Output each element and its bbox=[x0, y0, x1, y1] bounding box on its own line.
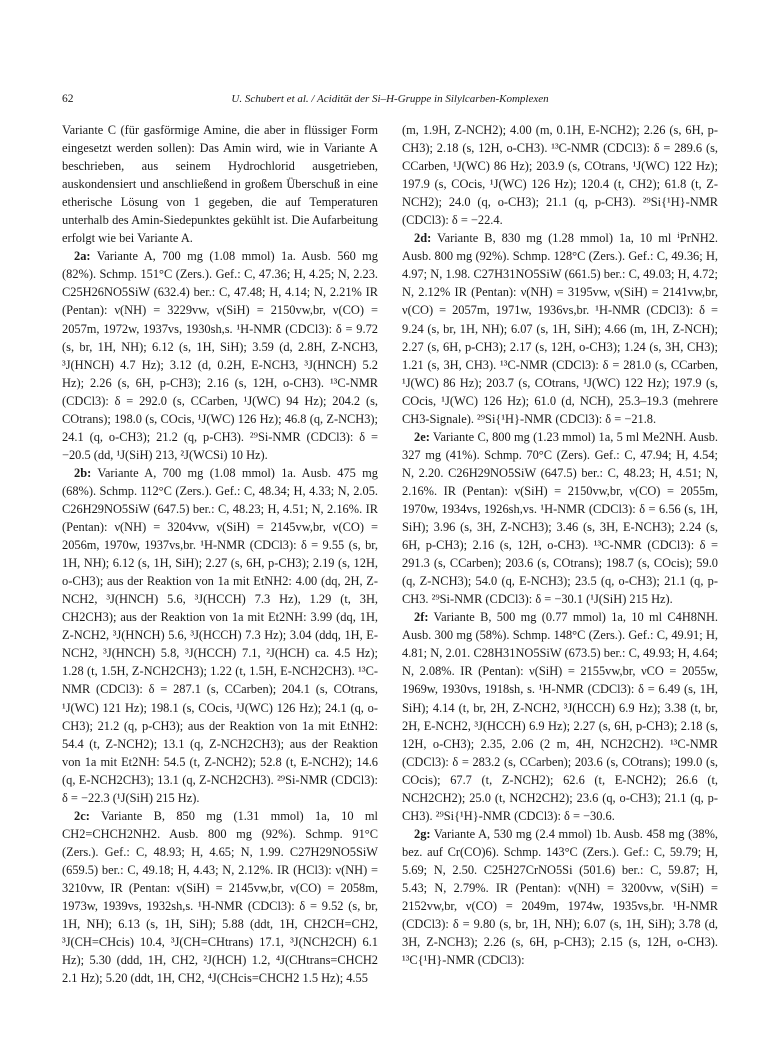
paragraph-2g bbox=[402, 825, 718, 969]
left-column bbox=[62, 121, 378, 987]
paragraph-text: Variante B, 850 mg (1.31 mmol) 1a, 10 ml CH2=CHCH2NH2. Ausb. 800 mg (92%). Schmp. 91°C (Zers.). Gef.: C, 48.93; H, 4.65; N, 1.99. C27H29NO5SiW (659.5) ber.: C, 49.18; H, 4.43; N, 2.12%. IR (HCl3): ν(NH) = 3210vw, IR (Pentan: ν(SiH) = 2145vw,br, ν(CO) = 2058m, 1973w, 1939vs, 1932sh,s. ¹H-NMR (CDCl3): δ = 9.52 (s, br, 1H, NH); 6.13 (s, 1H, SiH); 5.88 (ddt, 1H, CH2CH=CH2, ³J(CH=CHcis) 10.4, ³J(CH=CHtrans) 17.1, ³J(NCH2CH) 6.1 Hz); 5.30 (ddd, 1H, CH2, ²J(HCH) 1.2, ⁴J(CHtrans=CHCH2 2.1 Hz); 5.20 (ddt, 1H, CH2, ⁴J(CHcis=CHCH2 1.5 Hz); 4.55 bbox=[62, 808, 378, 986]
compound-label: 2d: bbox=[414, 231, 432, 246]
paragraph-text: Variante B, 830 mg (1.28 mmol) 1a, 10 ml ⁱPrNH2. Ausb. 800 mg (92%). Schmp. 128°C (Zers.). Gef.: C, 49.36; H, 4.97; N, 1.98. C27H31NO5SiW (661.5) ber.: C, 49.03; H, 4.72; N, 2.12% IR (Pentan): ν(NH) = 3195vw, ν(SiH) = 2141vw,br, ν(CO) = 2057m, 1971w, 1936vs,br. ¹H-NMR (CDCl3): δ = 9.24 (s, br, 1H, NH); 6.07 (s, 1H, SiH); 4.66 (m, 1H, Z-NCH); 2.27 (s, 6H, p-CH3); 2.17 (s, 12H, o-CH3); 1.24 (s, 3H, CH3); 1.21 (s, 3H, CH3). ¹³C-NMR (CDCl3): δ = 281.0 (s, CCarben, ¹J(WC) 86 Hz); 203.7 (s, COtrans, ¹J(WC) 122 Hz); 197.9 (s, COcis, ¹J(WC) 126 Hz); 61.0 (d, NCH), 25.3–19.3 (mehrere CH3-Signale). ²⁹Si{¹H}-NMR (CDCl3): δ = −21.8. bbox=[402, 231, 718, 426]
compound-label: 2e: bbox=[414, 429, 430, 444]
paragraph-text: Variante B, 500 mg (0.77 mmol) 1a, 10 ml C4H8NH. Ausb. 300 mg (58%). Schmp. 148°C (Zers.). Gef.: C, 49.91; H, 4.81; N, 2.01. C28H31NO5SiW (673.5) ber.: C, 49.93; H, 4.64; N, 2.08%. IR (Pentan): ν(SiH) = 2155vw,br, νCO = 2055w, 1969w, 1930vs, 1918sh, s. ¹H-NMR (CDCl3): δ = 6.49 (s, 1H, SiH); 4.14 (t, br, 2H, Z-NCH2, ³J(HCCH) 6.9 Hz); 3.38 (t, br, 2H, E-NCH2, ³J(HCCH) 6.9 Hz); 2.27 (s, 6H, p-CH3); 2.18 (s, 12H, o-CH3); 2.35, 2.06 (2 m, 4H, NCH2CH2). ¹³C-NMR (CDCl3): δ = 283.2 (s, CCarben); 203.6 (s, COtrans); 199.0 (s, COcis); 67.7 (t, Z-NCH2); 62.6 (t, E-NCH2); 26.6 (t, NCH2CH2); 25.0 (t, NCH2CH2); 23.6 (q, o-CH3); 21.1 (q, p-CH3). ²⁹Si{¹H}-NMR (CDCl3): δ = −30.6. bbox=[402, 610, 718, 823]
paragraph-2c bbox=[62, 807, 378, 987]
compound-label: 2a: bbox=[74, 249, 91, 264]
compound-label: 2f: bbox=[414, 610, 429, 625]
paragraph-2d bbox=[402, 229, 718, 428]
page-header bbox=[62, 93, 718, 109]
paragraph-2c-continued bbox=[402, 121, 718, 229]
right-column bbox=[402, 121, 718, 969]
compound-label: 2c: bbox=[74, 808, 90, 823]
compound-label: 2b: bbox=[74, 465, 92, 480]
paragraph-2e bbox=[402, 428, 718, 608]
paragraph-text: Variante C (für gasförmige Amine, die aber in flüssiger Form eingesetzt werden sollen): Das Amin wird, wie in Variante A beschrieben, aus seinem Hydrochlorid ausgetrieben, auskondensiert und anschließend in großem Überschuß in eine etherische Lösung von 1 gegeben, die auf Temperaturen unterhalb des Amin-Siedepunktes gekühlt ist. Die Aufarbeitung erfolgt wie bei Variante A. bbox=[62, 123, 378, 246]
paragraph-text: Variante A, 700 mg (1.08 mmol) 1a. Ausb. 475 mg (68%). Schmp. 112°C (Zers.). Gef.: C, 48.34; H, 4.33; N, 2.05. C26H29NO5SiW (647.5) ber.: C, 48.23; H, 4.51; N, 2.16%. IR (Pentan): ν(NH) = 3204vw, ν(SiH) = 2145vw,br, ν(CO) = 2056m, 1970w, 1937vs,br. ¹H-NMR (CDCl3): δ = 9.55 (s, br, 1H, NH); 6.12 (s, 1H, SiH); 2.27 (s, 6H, p-CH3); 2.19 (s, 12H, o-CH3); aus der Reaktion von 1a mit EtNH2: 4.00 (dq, 2H, Z-NCH2, ³J(HNCH) 5.6, ³J(HCCH) 7.3 Hz), 1.29 (t, 3H, CH2CH3); aus der Reaktion von 1a mit Et2NH: 3.99 (dq, 1H, Z-NCH2, ³J(HNCH) 5.6, ³J(HCCH) 7.3 Hz); 3.04 (ddq, 1H, E-NCH2, ³J(HNCH) 5.8, ³J(HCCH) 7.1, ²J(HCH) ca. 4.5 Hz); 1.28 (t, 1.5H, Z-NCH2CH3); 1.22 (t, 1.5H, E-NCH2CH3). ¹³C-NMR (CDCl3): δ = 287.1 (s, CCarben); 204.1 (s, COtrans, ¹J(WC) 121 Hz); 198.1 (s, COcis, ¹J(WC) 126 Hz); 24.1 (q, o-CH3); 21.2 (q, p-CH3); aus der Reaktion von 1a mit EtNH2: 54.4 (t, Z-NCH2); 13.1 (q, Z-NCH2CH3); aus der Reaktion von 1a mit Et2NH: 54.5 (t, Z-NCH2); 52.8 (t, E-NCH2); 14.6 (q, E-NCH2CH3); 13.1 (q, Z-NCH2CH3). ²⁹Si-NMR (CDCl3): δ = −22.3 (¹J(SiH) 215 Hz). bbox=[62, 465, 378, 805]
running-title: U. Schubert et al. / Acidität der Si–H-Gruppe in Silylcarben-Komplexen bbox=[231, 93, 549, 105]
paragraph-variante-c bbox=[62, 121, 378, 247]
compound-label: 2g: bbox=[414, 826, 431, 841]
paragraph-text: (m, 1.9H, Z-NCH2); 4.00 (m, 0.1H, E-NCH2); 2.26 (s, 6H, p-CH3); 2.18 (s, 12H, o-CH3). ¹³C-NMR (CDCl3): δ = 289.6 (s, CCarben, ¹J(WC) 86 Hz); 203.9 (s, COtrans, ¹J(WC) 122 Hz); 197.9 (s, COcis, ¹J(WC) 126 Hz); 120.4 (t, CH2); 61.8 (t, Z-NCH2); 24.0 (q, o-CH3); 21.1 (q, p-CH3). ²⁹Si{¹H}-NMR (CDCl3): δ = −22.4. bbox=[402, 123, 718, 228]
paragraph-2b bbox=[62, 464, 378, 807]
paragraph-text: Variante A, 700 mg (1.08 mmol) 1a. Ausb. 560 mg (82%). Schmp. 151°C (Zers.). Gef.: C, 47.36; H, 4.25; N, 2.23. C25H26NO5SiW (632.4) ber.: C, 47.48; H, 4.14; N, 2.21% IR (Pentan): ν(NH) = 3229vw, ν(SiH) = 2150vw,br, ν(CO) = 2057m, 1972w, 1937vs, 1930sh,s. ¹H-NMR (CDCl3): δ = 9.72 (s, br, 1H, NH); 6.12 (s, 1H, SiH); 3.59 (d, 2.8H, Z-NCH3, ³J(HNCH) 4.7 Hz); 3.12 (d, 0.2H, E-NCH3, ³J(HNCH) 5.2 Hz); 2.26 (s, 6H, p-CH3); 2.16 (s, 12H, o-CH3). ¹³C-NMR (CDCl3): δ = 292.0 (s, CCarben, ¹J(WC) 94 Hz); 204.2 (s, COtrans); 198.0 (s, COcis, ¹J(WC) 126 Hz); 46.8 (q, Z-NCH3); 24.1 (q, o-CH3); 21.2 (q, p-CH3). ²⁹Si-NMR (CDCl3): δ = −20.5 (dd, ¹J(SiH) 213, ²J(WCSi) 10 Hz). bbox=[62, 249, 379, 462]
paragraph-text: Variante C, 800 mg (1.23 mmol) 1a, 5 ml Me2NH. Ausb. 327 mg (41%). Schmp. 70°C (Zers). Gef.: C, 47.94; H, 4.54; N, 2.20. C26H29NO5SiW (647.5) ber.: C, 48.23; H, 4.51; N, 2.16%. IR (Pentan): ν(SiH) = 2150vw,br, ν(CO) = 2055m, 1970w, 1934vs, 1926sh,vs. ¹H-NMR (CDCl3): δ = 6.56 (s, 1H, SiH); 3.96 (s, 3H, Z-NCH3); 3.46 (s, 3H, E-NCH3); 2.24 (s, 6H, p-CH3); 2.16 (s, 12H, o-CH3). ¹³C-NMR (CDCl3): δ = 291.3 (s, CCarben); 203.6 (s, COtrans); 198.7 (s, COcis); 59.0 (q, Z-NCH3); 54.0 (q, E-NCH3); 23.5 (q, o-CH3); 21.1 (q, p-CH3. ²⁹Si-NMR (CDCl3): δ = −30.1 (¹J(SiH) 215 Hz). bbox=[402, 429, 718, 607]
paragraph-text: Variante A, 530 mg (2.4 mmol) 1b. Ausb. 458 mg (38%, bez. auf Cr(CO)6). Schmp. 143°C (Zers.). Gef.: C, 59.79; H, 5.69; N, 2.50. C25H27CrNO5Si (501.6) ber.: C, 59.87; H, 5.43; N, 2.79%. IR (Pentan): ν(NH) = 3200vw, ν(SiH) = 2152vw,br, ν(CO) = 2049m, 1974w, 1935vs,br. ¹H-NMR (CDCl3): δ = 9.80 (s, br, 1H, NH); 6.07 (s, 1H, SiH); 3.78 (d, 3H, Z-NCH3); 2.26 (s, 6H, p-CH3); 2.15 (s, 12H, o-CH3). ¹³C{¹H}-NMR (CDCl3): bbox=[402, 826, 718, 968]
paragraph-2a bbox=[62, 247, 378, 464]
paragraph-2f bbox=[402, 608, 718, 825]
page-number: 62 bbox=[62, 93, 74, 105]
